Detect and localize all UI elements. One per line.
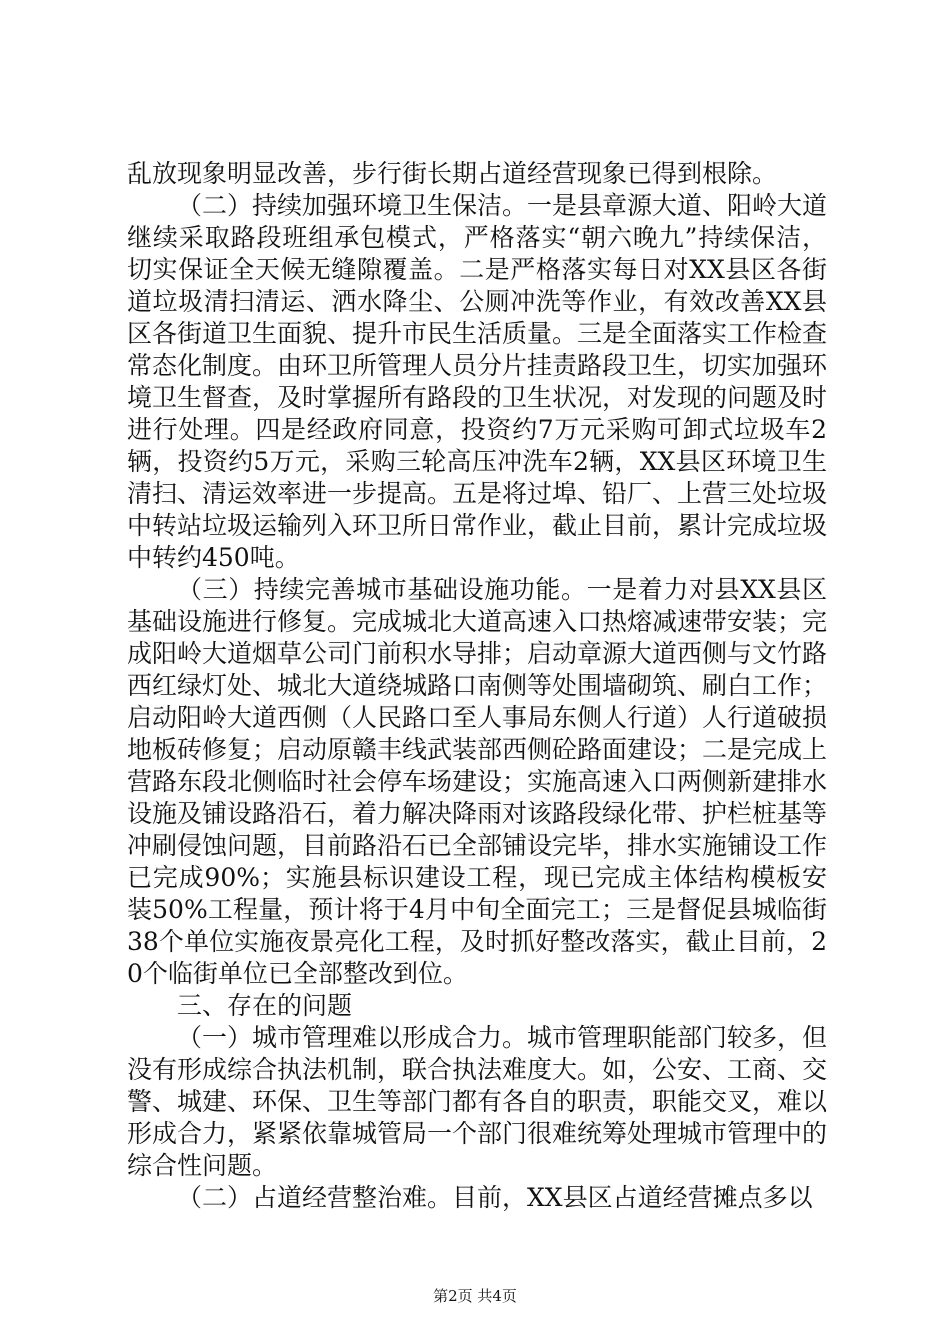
section-heading-problems: 三、存在的问题 <box>177 991 353 1020</box>
paragraph-continuation: 乱放现象明显改善，步行街长期占道经营现象已得到根除。 <box>127 159 778 188</box>
paragraph-sanitation: （二）持续加强环境卫生保洁。一是县章源大道、阳岭大道继续采取路段班组承包模式，严格落实“朝六晚九”持续保洁，切实保证全天候无缝隙覆盖。二是严格落实每日对XX县区各街道垃圾清扫清运、洒水降尘、公厕冲洗等作业，有效改善XX县区各街道卫生面貌、提升市民生活质量。三是全面落实工作检查常态化制度。由环卫所管理人员分片挂责路段卫生，切实加强环境卫生督查，及时掌握所有路段的卫生状况，对发现的问题及时进行处理。四是经政府同意，投资约7万元采购可卸式垃圾车2辆，投资约5万元，采购三轮高压冲洗车2辆，XX县区环境卫生清扫、清运效率进一步提高。五是将过埠、铅厂、上营三处垃圾中转站垃圾运输列入环卫所日常作业，截止目前，累计完成垃圾中转约450吨。 <box>127 191 828 572</box>
paragraph-problem-coordination: （一）城市管理难以形成合力。城市管理职能部门较多，但没有形成综合执法机制，联合执法难度大。如，公安、工商、交警、城建、环保、卫生等部门都有各自的职责，职能交叉，难以形成合力，紧紧依靠城管局一个部门很难统筹处理城市管理中的综合性问题。 <box>127 1023 828 1180</box>
paragraph-problem-street-vending: （二）占道经营整治难。目前，XX县区占道经营摊点多以 <box>177 1183 813 1212</box>
paragraph-infrastructure: （三）持续完善城市基础设施功能。一是着力对县XX县区基础设施进行修复。完成城北大道高速入口热熔减速带安装；完成阳岭大道烟草公司门前积水导排；启动章源大道西侧与文竹路西红绿灯处、城北大道绕城路口南侧等处围墙砌筑、刷白工作；启动阳岭大道西侧（人民路口至人事局东侧人行道）人行道破损地板砖修复；启动原赣丰线武装部西侧砼路面建设；二是完成上营路东段北侧临时社会停车场建设；实施高速入口两侧新建排水设施及铺设路沿石，着力解决降雨对该路段绿化带、护栏桩基等冲刷侵蚀问题，目前路沿石已全部铺设完毕，排水实施铺设工作已完成90%；实施县标识建设工程，现已完成主体结构模板安装50%工程量，预计将于4月中旬全面完工；三是督促县城临街38个单位实施夜景亮化工程，及时抓好整改落实，截止目前，20个临街单位已全部整改到位。 <box>127 575 828 988</box>
document-body <box>127 158 827 1214</box>
page-number-footer: 第2页 共4页 <box>433 1287 517 1305</box>
